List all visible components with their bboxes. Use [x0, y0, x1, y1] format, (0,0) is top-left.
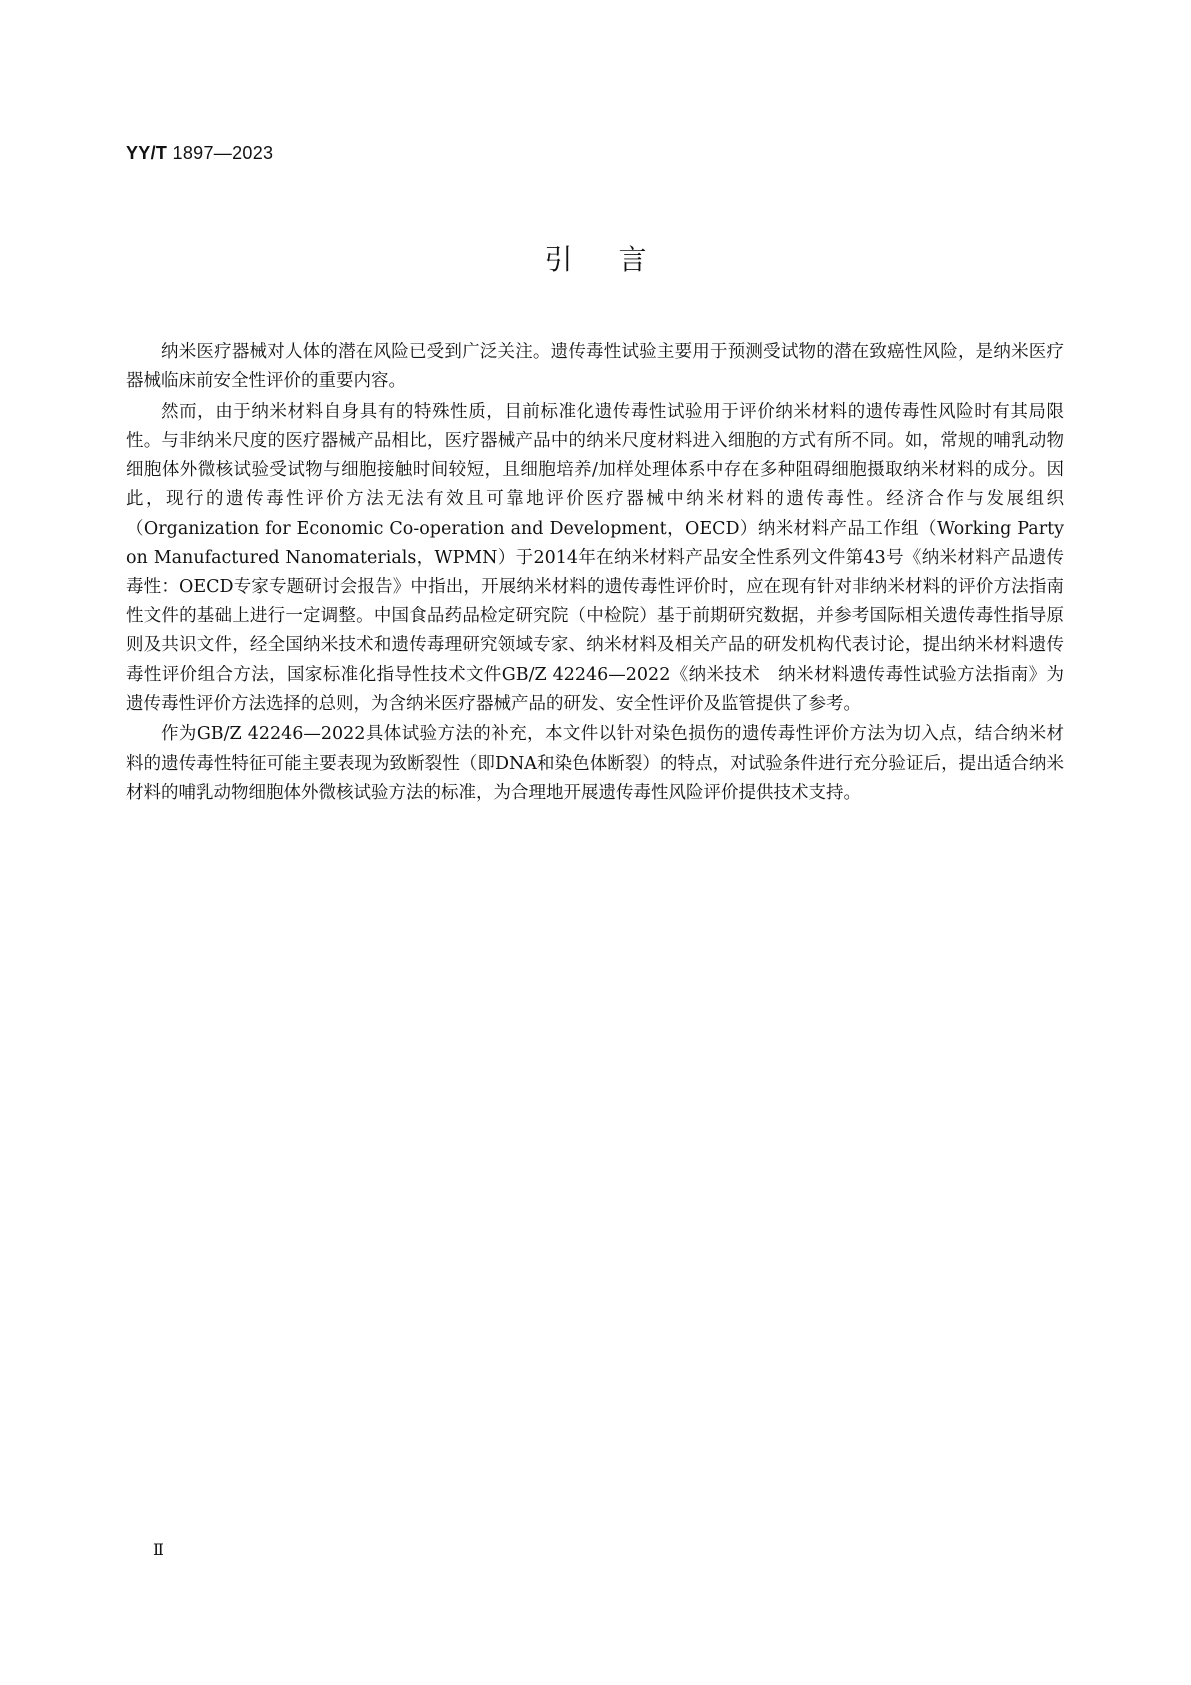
- paragraph-3: 作为GB/Z 42246—2022具体试验方法的补充，本文件以针对染色损伤的遗传毒性评价方法为切入点，结合纳米材料的遗传毒性特征可能主要表现为致断裂性（即DNA和染色体断裂）的特点，对试验条件进行充分验证后，提出适合纳米材料的哺乳动物细胞体外微核试验方法的标准，为合理地开展遗传毒性风险评价提供技术支持。: [126, 724, 1064, 803]
- introduction-body: [126, 338, 1064, 809]
- paragraph-1: 纳米医疗器械对人体的潜在风险已受到广泛关注。遗传毒性试验主要用于预测受试物的潜在致癌性风险，是纳米医疗器械临床前安全性评价的重要内容。: [126, 342, 1064, 392]
- standard-prefix: YY/T: [126, 143, 168, 163]
- paragraph-2: 然而，由于纳米材料自身具有的特殊性质，目前标准化遗传毒性试验用于评价纳米材料的遗传毒性风险时有其局限性。与非纳米尺度的医疗器械产品相比，医疗器械产品中的纳米尺度材料进入细胞的方式有所不同。如，常规的哺乳动物细胞体外微核试验受试物与细胞接触时间较短，且细胞培养/加样处理体系中存在多种阻碍细胞摄取纳米材料的成分。因此，现行的遗传毒性评价方法无法有效且可靠地评价医疗器械中纳米材料的遗传毒性。经济合作与发展组织（Organization for Economic Co-operation and Development，OECD）纳米材料产品工作组（Working Party on Manufactured Nanomaterials，WPMN）于2014年在纳米材料产品安全性系列文件第43号《纳米材料产品遗传毒性：OECD专家专题研讨会报告》中指出，开展纳米材料的遗传毒性评价时，应在现有针对非纳米材料的评价方法指南性文件的基础上进行一定调整。中国食品药品检定研究院（中检院）基于前期研究数据，并参考国际相关遗传毒性指导原则及共识文件，经全国纳米技术和遗传毒理研究领域专家、纳米材料及相关产品的研发机构代表讨论，提出纳米材料遗传毒性评价组合方法，国家标准化指导性技术文件GB/Z 42246—2022《纳米技术 纳米材料遗传毒性试验方法指南》为遗传毒性评价方法选择的总则，为含纳米医疗器械产品的研发、安全性评价及监管提供了参考。: [126, 401, 1064, 714]
- section-title: 引言: [544, 243, 693, 276]
- standard-identifier: [126, 141, 273, 165]
- standard-number: 1897—2023: [172, 143, 274, 163]
- page-number: Ⅱ: [153, 1540, 164, 1559]
